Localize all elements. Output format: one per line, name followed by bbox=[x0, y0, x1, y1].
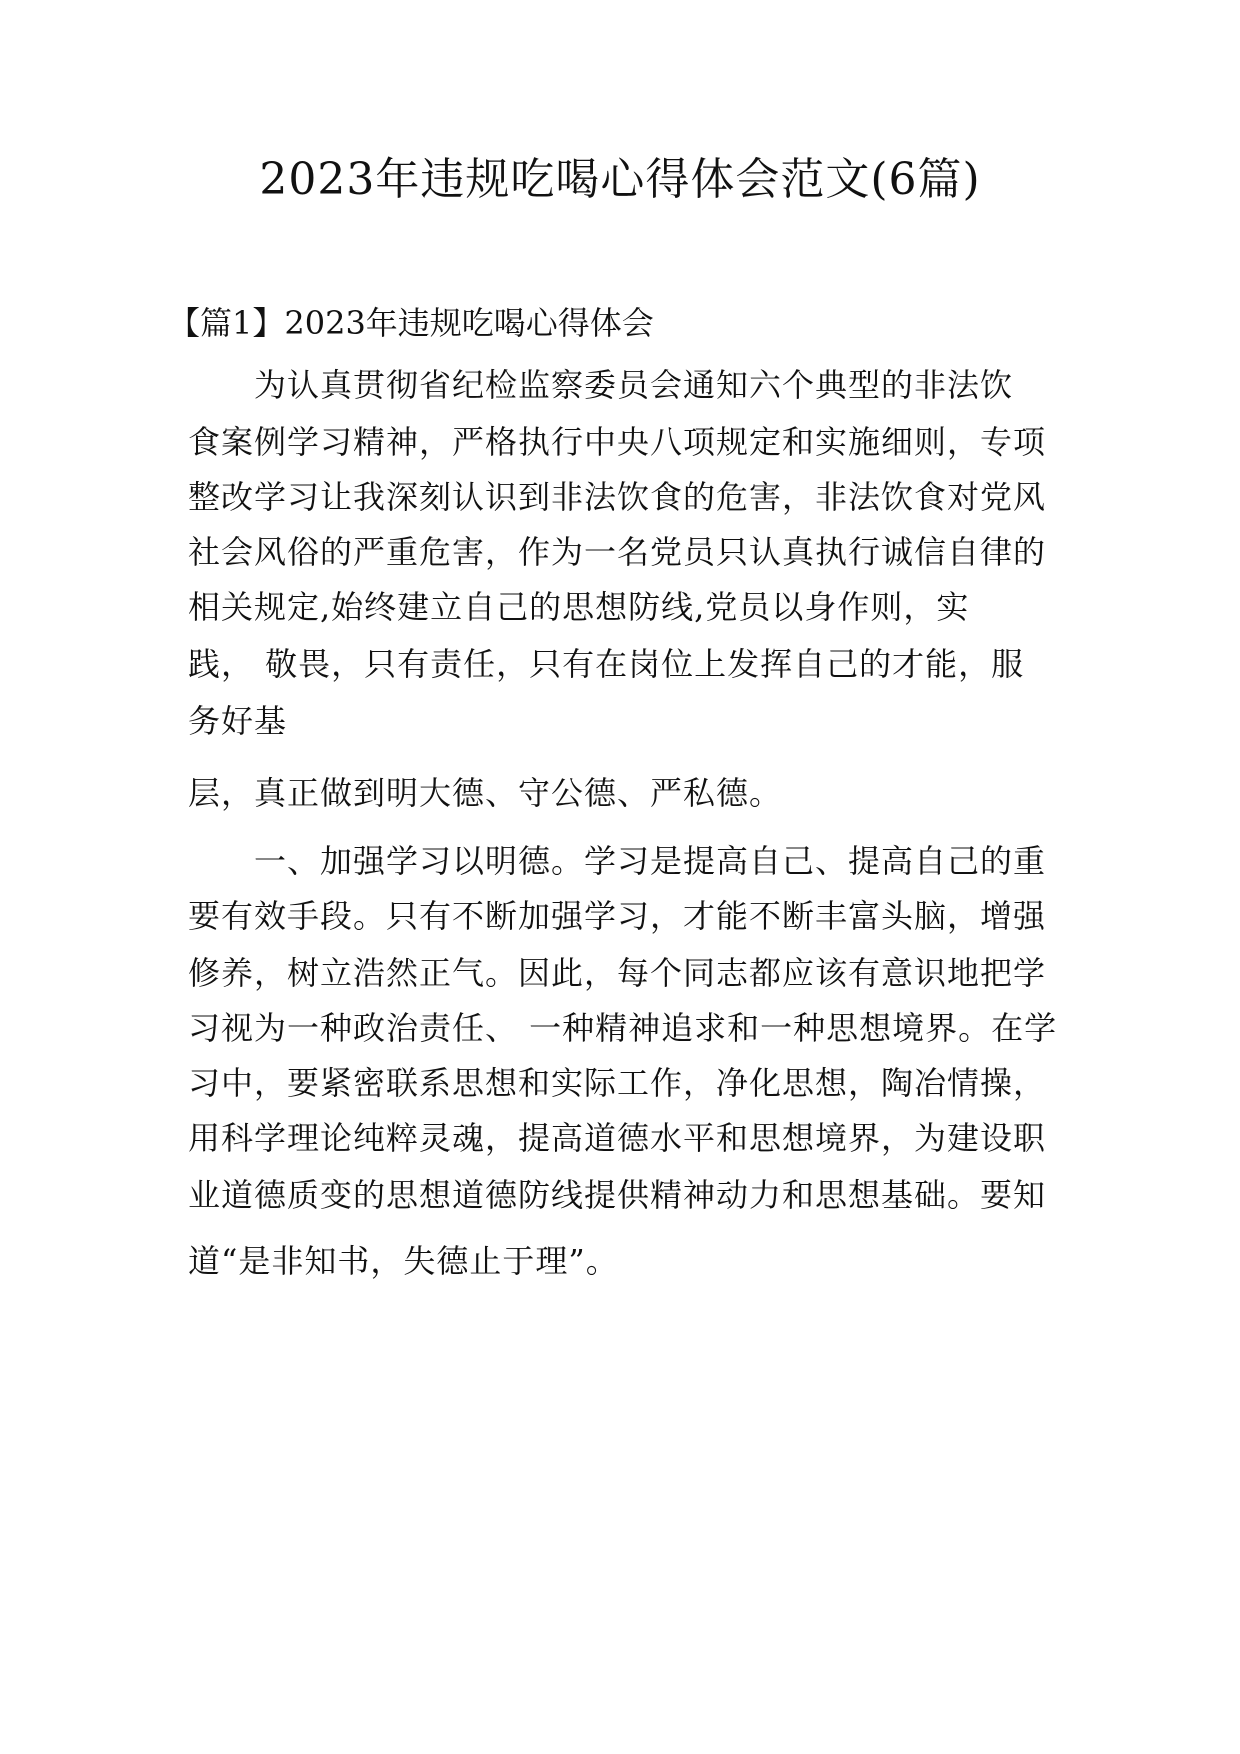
paragraph-line-5: 相关规定,始终建立自己的思想防线,党员以身作则，实 bbox=[188, 588, 970, 626]
paragraph-line-8: 层，真正做到明大德、守公德、严私德。 bbox=[188, 774, 783, 812]
paragraph-line-2: 食案例学习精神，严格执行中央八项规定和实施细则，专项 bbox=[188, 423, 1047, 461]
paragraph-line-10: 要有效手段。只有不断加强学习，才能不断丰富头脑，增强 bbox=[188, 897, 1047, 935]
paragraph-line-3: 整改学习让我深刻认识到非法饮食的危害，非法饮食对党风 bbox=[188, 478, 1047, 516]
paragraph-line-14: 用科学理论纯粹灵魂，提高道德水平和思想境界，为建设职 bbox=[188, 1119, 1047, 1157]
paragraph-line-6: 践， 敬畏，只有责任，只有在岗位上发挥自己的才能，服 bbox=[188, 645, 1025, 683]
paragraph-line-15: 业道德质变的思想道德防线提供精神动力和思想基础。要知 bbox=[188, 1176, 1047, 1214]
paragraph-line-11: 修养，树立浩然正气。因此，每个同志都应该有意识地把学 bbox=[188, 954, 1047, 992]
paragraph-line-9: 一、加强学习以明德。学习是提高自己、提高自己的重 bbox=[254, 842, 1047, 880]
paragraph-line-7: 务好基 bbox=[188, 702, 288, 740]
paragraph-line-16: 道“是非知书，失德止于理”。 bbox=[188, 1242, 619, 1280]
paragraph-line-13: 习中，要紧密联系思想和实际工作，净化思想，陶冶情操， bbox=[188, 1064, 1047, 1102]
paragraph-line-12: 习视为一种政治责任、 一种精神追求和一种思想境界。在学 bbox=[188, 1009, 1058, 1047]
paragraph-line-1: 为认真贯彻省纪检监察委员会通知六个典型的非法饮 bbox=[254, 366, 1014, 404]
paragraph-line-4: 社会风俗的严重危害，作为一名党员只认真执行诚信自律的 bbox=[188, 533, 1047, 571]
section-heading: 【篇1】2023年违规吃喝心得体会 bbox=[168, 304, 654, 342]
document-title: 2023年违规吃喝心得体会范文(6篇) bbox=[259, 154, 981, 205]
